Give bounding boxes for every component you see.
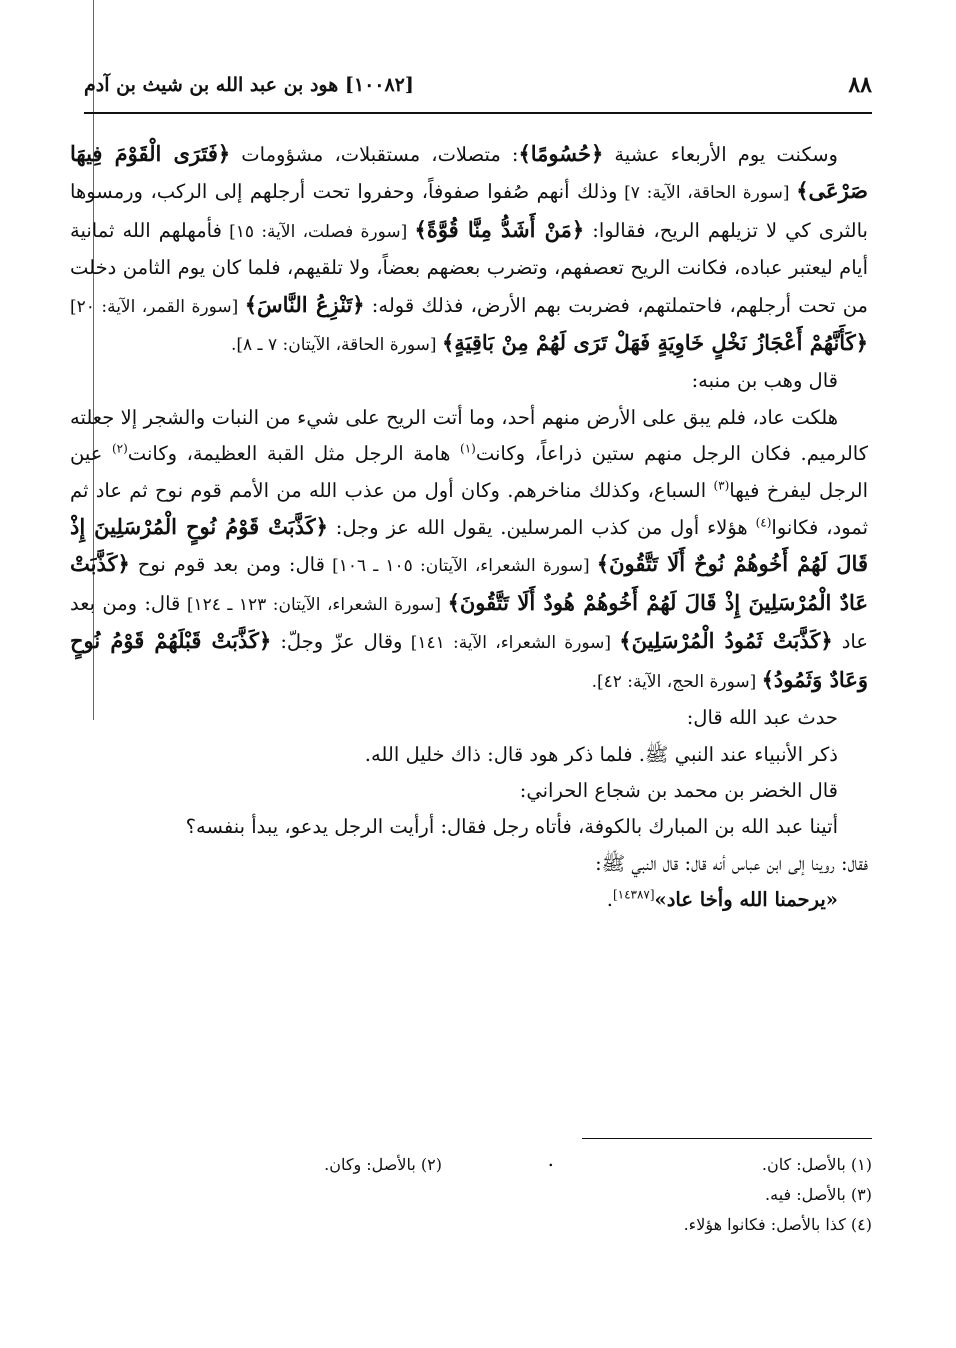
quran-quote: ﴿فَتَرَى الْقَوْمَ فِيهَا صَرْعَى﴾ [70,141,868,204]
running-title: [١٠٠٨٢] هود بن عبد الله بن شيث بن آدم [84,74,414,96]
footnote-3: (٣) بالأصل: فيه. [765,1185,872,1204]
footnote-2: (٢) بالأصل: وكان. [324,1155,442,1174]
quran-quote: ﴿تَنْزِعُ النَّاسَ﴾ [244,291,365,317]
footnotes [84,1147,872,1240]
paragraph-1 [70,136,868,363]
quran-quote: ﴿كَذَّبَتْ قَوْمُ نُوحٍ الْمُرْسَلِينَ إِذْ قَالَ لَهُمْ أَخُوهُمْ نُوحٌ أَلَا تَتَّقُونَ﴾ [70,514,868,577]
quran-quote: ﴿حُسُومًا﴾ [518,141,604,166]
footnote-marker[interactable]: (٣) [713,478,730,493]
footnote-row [84,1180,872,1210]
hadith-number: [١٤٣٨٧] [612,887,655,902]
quran-reference: [سورة القمر، الآية: ٢٠] [70,296,245,317]
text-run: السباع، وكذلك مناخرهم. وكان أول من عذب الله من الأمم قوم نوح ثم عاد ثم ثمود، فكانوا [70,478,868,540]
main-text [70,136,868,919]
text-run: وذلك أنهم صُفوا صفوفاً، وحفروا تحت أرجلهم إلى الركب، ورمسوها بالثرى كي لا تزيلهم الريح، فقالوا: [70,180,868,242]
quran-reference: [سورة الحاقة، الآية: ٧] [617,183,797,204]
footnote-1: (١) بالأصل: كان. [761,1155,872,1174]
quran-reference: [سورة الشعراء، الآيتان: ١٢٣ ـ ١٢٤] [180,594,448,615]
footnote-rule [582,1138,872,1139]
header-rule [84,112,872,114]
text-run: هؤلاء أول من كذب المرسلين. يقول الله عز وجل: [327,516,756,540]
stray-dot: . [547,1147,554,1171]
quran-quote: ﴿كَأَنَّهُمْ أَعْجَازُ نَخْلٍ خَاوِيَةٍ فَهَلْ تَرَى لَهُمْ مِنْ بَاقِيَةٍ﴾ [441,330,868,356]
footnote-marker[interactable]: (١) [460,441,476,456]
text-run: هامة الرجل مثل القبة العظيمة، وكانت [127,442,460,466]
text-run: هلكت عاد، فلم يبق على الأرض منهم أحد، وما أتت الريح على شيء من النبات والشجر إلا جعلته كالرميم. فكان الرجل منهم ستين ذراعاً، وكانت [70,405,868,466]
text-run: عين الرجل ليفرخ فيها [70,442,868,502]
quran-reference: [سورة فصلت، الآية: ١٥] [221,221,415,242]
quran-reference: [سورة الشعراء، الآيتان: ١٠٥ ـ ١٠٦] [324,556,597,577]
text-run: فأمهلهم الله ثمانية أيام ليعتبر عباده، فكانت الريح تعصفهم، وتضرب بعضهم بعضاً، ولا تلقيهم، فلما كان يوم الثامن دخلت من تحت أرجلهم، فاحتملتهم، فضربت بهم الأرض، فذلك قوله: [70,218,868,317]
quran-quote: ﴿كَذَّبَتْ ثَمُودُ الْمُرْسَلِينَ﴾ [619,628,833,654]
text-run: . [606,888,613,912]
quran-reference: [سورة الحاقة، الآيتان: ٧ ـ ٨]. [230,335,442,356]
footnote-marker[interactable]: (٢) [111,441,128,456]
page-header [84,70,872,104]
quran-quote: ﴿كَذَّبَتْ عَادٌ الْمُرْسَلِينَ إِذْ قَالَ لَهُمْ أَخُوهُمْ هُودٌ أَلَا تَتَّقُونَ﴾ [70,551,868,615]
paragraph-2: قال وهب بن منبه: [691,369,838,393]
paragraph-5: ذكر الأنبياء عند النبي ﷺ. فلما ذكر هود قال: ذاك خليل الله. [364,742,838,766]
paragraph-9 [70,882,868,918]
text-run: وقال عزّ وجلّ: [271,630,403,654]
text-run: قال: ومن بعد عاد [70,591,868,654]
quran-quote: ﴿مَنْ أَشَدُّ مِنَّا قُوَّةً﴾ [414,216,585,242]
footnote-row [84,1210,872,1240]
paragraph-8: فقال: روينا إلى ابن عباس أنه قال: قال النبي ﷺ: [595,851,868,875]
text-run: : متصلات، مستقبلات، مشؤومات [230,143,519,166]
text-run: قال: ومن بعد قوم نوح [129,553,325,577]
hadith-text: «يرحمنا الله وأخا عاد» [654,888,838,912]
footnote-marker[interactable]: (٤) [755,515,772,530]
quran-reference: [سورة الشعراء، الآية: ١٤١] [402,633,620,654]
quran-reference: [سورة الحج، الآية: ٤٢]. [591,671,762,692]
text-run: وسكنت يوم الأربعاء عشية [603,143,838,166]
paragraph-4: حدث عبد الله قال: [686,706,838,730]
footnote-4: (٤) كذا بالأصل: فكانوا هؤلاء. [683,1215,872,1234]
paragraph-6: قال الخضر بن محمد بن شجاع الحراني: [519,778,838,802]
paragraph-3 [70,400,868,700]
footnote-row [84,1147,872,1180]
paragraph-7: أتينا عبد الله بن المبارك بالكوفة، فأتاه رجل فقال: أرأيت الرجل يدعو، يبدأ بنفسه؟ [185,815,838,839]
page-number: ٨٨ [848,72,872,98]
quran-quote: ﴿كَذَّبَتْ قَبْلَهُمْ قَوْمُ نُوحٍ وَعَادٌ وَثَمُودُ﴾ [70,628,868,692]
